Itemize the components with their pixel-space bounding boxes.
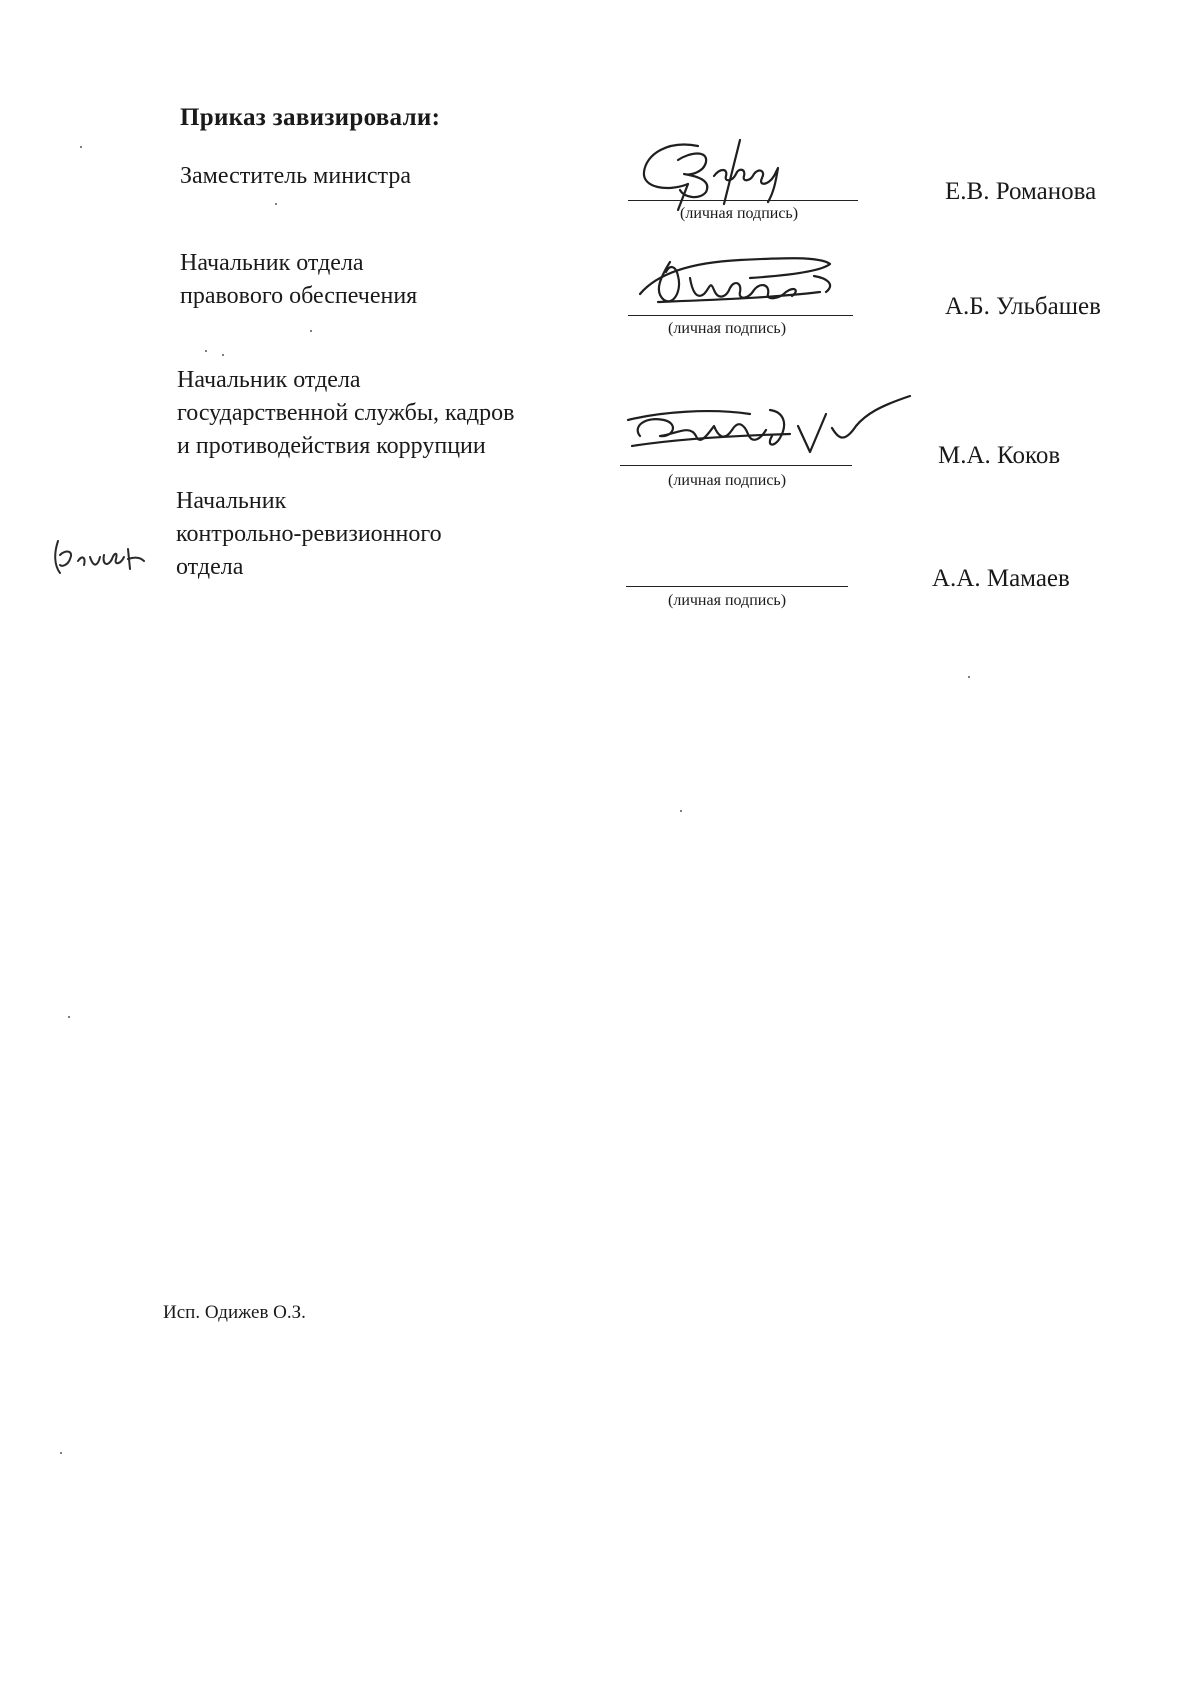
scan-speck [222,354,224,356]
approver-3-signature-caption: (личная подпись) [668,472,787,489]
approver-1-position: Заместитель министра [180,163,411,189]
scan-speck [275,203,277,205]
margin-initials-scribble [52,535,152,583]
scan-speck [68,1016,70,1018]
approver-2-signature-caption: (личная подпись) [668,320,787,337]
scan-speck [205,350,207,352]
approver-4-position: Начальник контрольно-ревизионного отдела [176,488,442,580]
approver-2-position: Начальник отдела правового обеспечения [180,250,418,309]
scan-speck [680,810,682,812]
scan-speck [310,330,312,332]
scan-speck [60,1452,62,1454]
approver-3-position: Начальник отдела государственной службы, кадров и противодействия коррупции [177,367,515,459]
scan-speck [968,676,970,678]
approver-4-signature-caption: (личная подпись) [668,592,787,609]
approver-3-signature-line [620,465,852,466]
approver-2-name: А.Б. Ульбашев [945,293,1101,320]
approver-2-signature [630,242,850,317]
approver-1-name: Е.В. Романова [945,178,1097,205]
approver-3-signature [620,390,920,470]
approver-3-name: М.А. Коков [938,442,1061,469]
approver-4-name: А.А. Мамаев [932,565,1070,592]
document-heading: Приказ завизировали: [180,104,441,131]
approver-1-signature-line [628,200,858,201]
scan-speck [80,146,82,148]
approver-4-signature-line [626,586,848,587]
approver-2-signature-line [628,315,853,316]
executor-note: Исп. Одижев О.З. [163,1302,306,1323]
approver-1-signature-caption: (личная подпись) [680,205,799,222]
